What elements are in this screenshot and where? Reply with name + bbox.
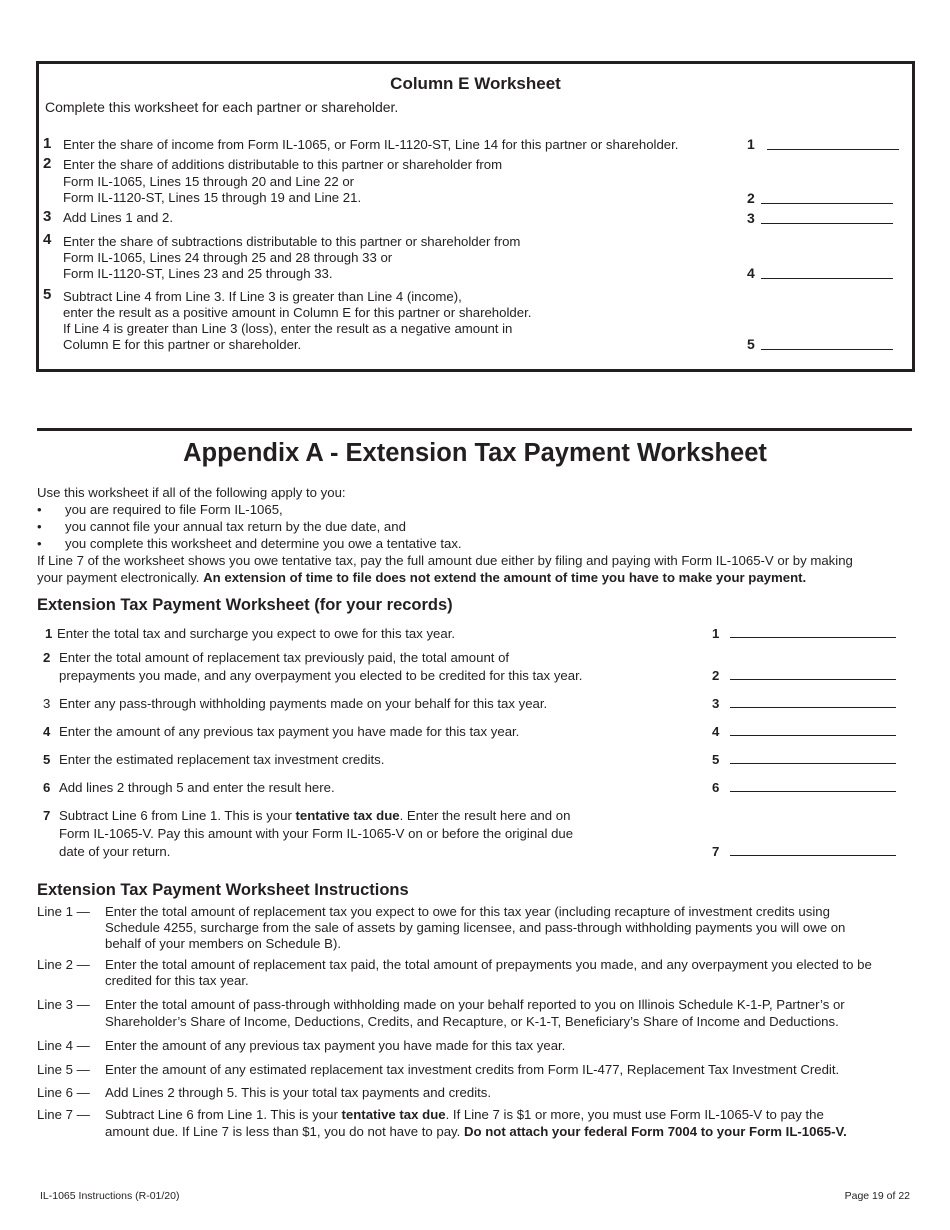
worksheet-answer-line[interactable]: [730, 855, 896, 856]
column-e-line-ref: 1: [747, 136, 755, 152]
instruction-bold-notice: Do not attach your federal Form 7004 to your Form IL-1065-V.: [464, 1124, 847, 1139]
worksheet-line-text: Enter any pass-through withholding payments made on your behalf for this tax year.: [59, 696, 548, 711]
worksheet-line-text: Enter the amount of any previous tax payment you have made for this tax year.: [59, 724, 520, 739]
worksheet-answer-line[interactable]: [730, 707, 896, 708]
instruction-text: [105, 1124, 847, 1140]
column-e-line-text: If Line 4 is greater than Line 3 (loss), enter the result as a negative amount in: [63, 321, 513, 336]
column-e-answer-line[interactable]: [767, 149, 899, 150]
column-e-line-ref: 5: [747, 336, 755, 352]
instruction-text: behalf of your members on Schedule B).: [105, 936, 342, 951]
column-e-line-number: 5: [43, 286, 52, 303]
worksheet-line-ref: 6: [712, 780, 720, 795]
bullet-icon: •: [37, 536, 42, 551]
worksheet-answer-line[interactable]: [730, 763, 896, 764]
column-e-line-text: Form IL-1120-ST, Lines 15 through 19 and Line 21.: [63, 190, 362, 205]
column-e-line-text: Form IL-1065, Lines 15 through 20 and Line 22 or: [63, 174, 355, 189]
tentative-tax-due-term: tentative tax due: [295, 808, 400, 823]
worksheet-heading: Extension Tax Payment Worksheet (for your records): [37, 596, 453, 614]
instruction-label: Line 6 —: [37, 1085, 90, 1100]
column-e-line-number: 1: [43, 135, 52, 152]
instruction-label: Line 1 —: [37, 904, 90, 919]
column-e-line-text: Column E for this partner or shareholder.: [63, 337, 302, 352]
instruction-text: Enter the total amount of replacement tax paid, the total amount of prepayments you made, and any overpayment you elected to be: [105, 957, 872, 972]
appendix-paragraph-line: If Line 7 of the worksheet shows you owe tentative tax, pay the full amount due either by filing and paying with Form IL-1065-V or by making: [37, 553, 853, 568]
column-e-line-text: Form IL-1120-ST, Lines 23 and 25 through 33.: [63, 266, 333, 281]
instruction-text: Enter the amount of any estimated replacement tax investment credits from Form IL-477, Replacement Tax Investment Credit.: [105, 1062, 840, 1077]
instruction-label: Line 4 —: [37, 1038, 90, 1053]
column-e-line-text: Enter the share of income from Form IL-1065, or Form IL-1120-ST, Line 14 for this partner or shareholder.: [63, 137, 679, 152]
line-text-part: . Enter the result here and on: [399, 808, 571, 823]
paragraph-bold-notice: An extension of time to file does not extend the amount of time you have to make your payment.: [203, 570, 807, 585]
column-e-line-ref: 4: [747, 265, 755, 281]
column-e-line-number: 2: [43, 155, 52, 172]
worksheet-line-ref: 7: [712, 844, 720, 859]
instruction-text-part: . If Line 7 is $1 or more, you must use Form IL-1065-V to pay the: [445, 1107, 824, 1122]
paragraph-text: your payment electronically.: [37, 570, 204, 585]
worksheet-line-text: Add lines 2 through 5 and enter the result here.: [59, 780, 335, 795]
appendix-paragraph-line: [37, 570, 806, 586]
worksheet-line-ref: 4: [712, 724, 720, 739]
instruction-text: Enter the total amount of pass-through withholding made on your behalf reported to you on Illinois Schedule K-1-P, Partner’s or: [105, 997, 845, 1012]
instruction-text: Schedule 4255, surcharge from the sale of assets by gaming licensee, and pass-through withholding payments you will owe on: [105, 920, 846, 935]
footer-page-number: Page 19 of 22: [844, 1190, 910, 1202]
instruction-text-part: Subtract Line 6 from Line 1. This is your: [105, 1107, 342, 1122]
worksheet-answer-line[interactable]: [730, 637, 896, 638]
worksheet-answer-line[interactable]: [730, 791, 896, 792]
worksheet-answer-line[interactable]: [730, 735, 896, 736]
column-e-line-text: Enter the share of subtractions distributable to this partner or shareholder from: [63, 234, 521, 249]
column-e-line-text: Enter the share of additions distributable to this partner or shareholder from: [63, 157, 503, 172]
worksheet-answer-line[interactable]: [730, 679, 896, 680]
column-e-line-text: Form IL-1065, Lines 24 through 25 and 28 through 33 or: [63, 250, 393, 265]
column-e-answer-line[interactable]: [761, 203, 893, 204]
instruction-text: Add Lines 2 through 5. This is your total tax payments and credits.: [105, 1085, 492, 1100]
column-e-line-ref: 3: [747, 210, 755, 226]
worksheet-line-ref: 5: [712, 752, 720, 767]
column-e-line-text: Subtract Line 4 from Line 3. If Line 3 is greater than Line 4 (income),: [63, 289, 462, 304]
appendix-title: Appendix A - Extension Tax Payment Worksheet: [183, 439, 767, 467]
instruction-label: Line 2 —: [37, 957, 90, 972]
worksheet-line-number: 5: [43, 752, 51, 767]
instruction-label: Line 5 —: [37, 1062, 90, 1077]
appendix-intro: Use this worksheet if all of the following apply to you:: [37, 485, 346, 500]
bullet-icon: •: [37, 502, 42, 517]
instruction-text: Shareholder’s Share of Income, Deductions, Credits, and Recapture, or K-1-T, Beneficiary’s Share of Income and Deductions.: [105, 1014, 839, 1029]
worksheet-line-ref: 2: [712, 668, 720, 683]
worksheet-line-number: 6: [43, 780, 51, 795]
bullet-item: you cannot file your annual tax return by the due date, and: [65, 519, 406, 534]
instruction-label: Line 3 —: [37, 997, 90, 1012]
instruction-label: Line 7 —: [37, 1107, 90, 1122]
worksheet-line-text: Form IL-1065-V. Pay this amount with your Form IL-1065-V on or before the original due: [59, 826, 574, 841]
worksheet-line-number: 1: [45, 626, 53, 641]
bullet-icon: •: [37, 519, 42, 534]
worksheet-line-ref: 1: [712, 626, 720, 641]
column-e-line-text: Add Lines 1 and 2.: [63, 210, 173, 225]
bullet-item: you complete this worksheet and determine you owe a tentative tax.: [65, 536, 462, 551]
column-e-line-text: enter the result as a positive amount in Column E for this partner or shareholder.: [63, 305, 532, 320]
column-e-line-number: 3: [43, 208, 52, 225]
column-e-answer-line[interactable]: [761, 349, 893, 350]
worksheet-line-text: [59, 808, 570, 824]
column-e-worksheet: [36, 61, 915, 372]
bullet-item: you are required to file Form IL-1065,: [65, 502, 283, 517]
instruction-text-part: amount due. If Line 7 is less than $1, you do not have to pay.: [105, 1124, 464, 1139]
worksheet-line-text: Enter the estimated replacement tax investment credits.: [59, 752, 385, 767]
instruction-text: credited for this tax year.: [105, 973, 249, 988]
instruction-text: Enter the amount of any previous tax payment you have made for this tax year.: [105, 1038, 566, 1053]
instructions-heading: Extension Tax Payment Worksheet Instructions: [37, 881, 409, 899]
worksheet-line-number: 2: [43, 650, 51, 665]
instruction-text: Enter the total amount of replacement tax you expect to owe for this tax year (including recapture of investment credits using: [105, 904, 830, 919]
worksheet-line-text: prepayments you made, and any overpayment you elected to be credited for this tax year.: [59, 668, 583, 683]
column-e-line-number: 4: [43, 231, 52, 248]
column-e-subtitle: Complete this worksheet for each partner or shareholder.: [45, 99, 399, 115]
worksheet-line-ref: 3: [712, 696, 720, 711]
tentative-tax-due-term: tentative tax due: [341, 1107, 446, 1122]
section-divider: [37, 428, 912, 431]
line-text-part: Subtract Line 6 from Line 1. This is your: [59, 808, 296, 823]
footer-form-id: IL-1065 Instructions (R-01/20): [40, 1190, 180, 1202]
worksheet-line-text: Enter the total amount of replacement tax previously paid, the total amount of: [59, 650, 510, 665]
worksheet-line-number: 7: [43, 808, 51, 823]
worksheet-line-number: 3: [43, 696, 51, 711]
worksheet-line-text: Enter the total tax and surcharge you expect to owe for this tax year.: [57, 626, 456, 641]
column-e-answer-line[interactable]: [761, 223, 893, 224]
column-e-line-ref: 2: [747, 190, 755, 206]
worksheet-line-text: date of your return.: [59, 844, 171, 859]
column-e-title: Column E Worksheet: [390, 74, 561, 93]
column-e-answer-line[interactable]: [761, 278, 893, 279]
worksheet-line-number: 4: [43, 724, 51, 739]
instruction-text: [105, 1107, 824, 1123]
